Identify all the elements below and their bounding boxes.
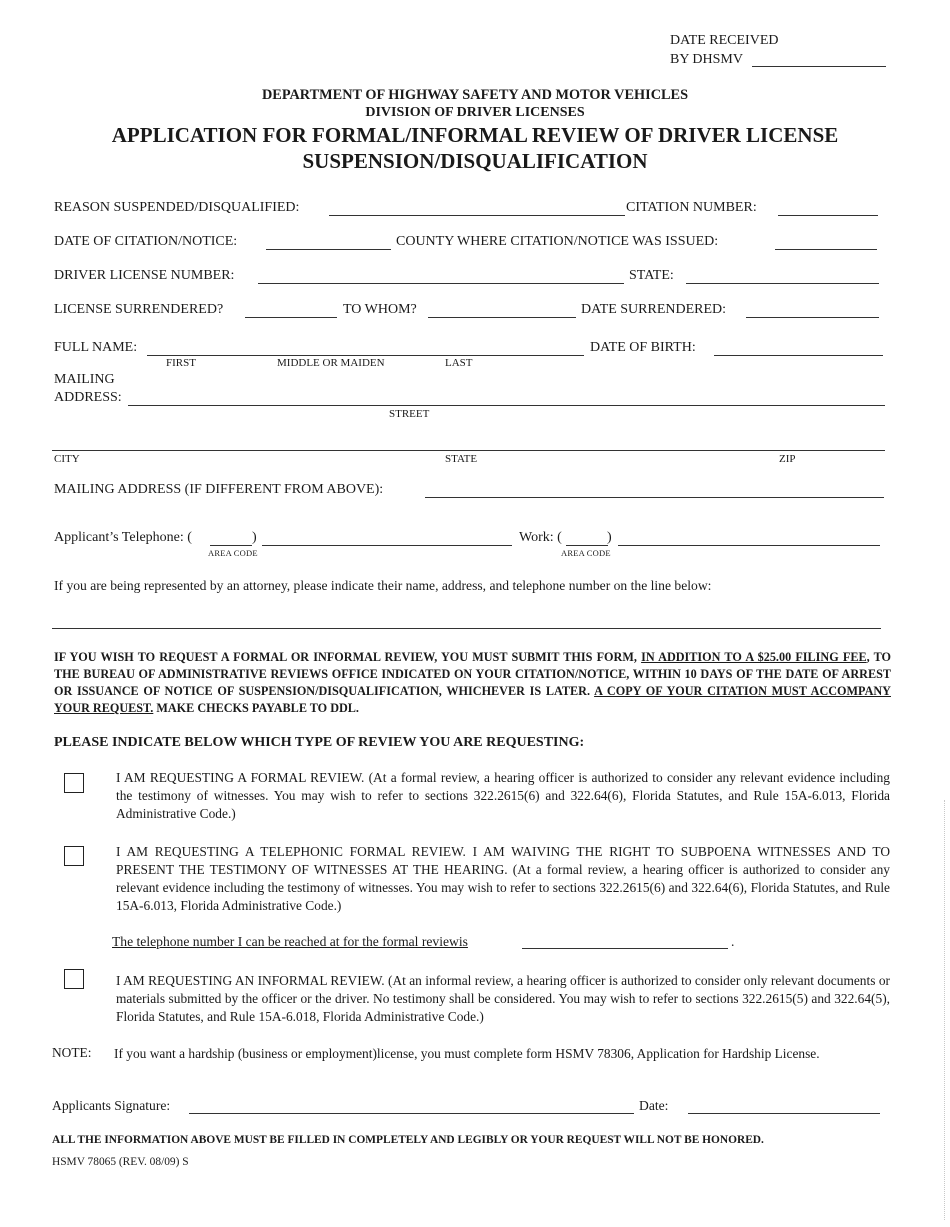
- street-caption: STREET: [389, 408, 430, 420]
- last-name-caption: LAST: [445, 357, 473, 369]
- to-whom-label: TO WHOM?: [343, 302, 417, 317]
- scan-edge: [944, 800, 945, 1220]
- notice-citation-copy: A COPY OF YOUR CITATION MUST ACCOMPANY YOUR REQUEST.: [54, 684, 891, 715]
- department-heading: DEPARTMENT OF HIGHWAY SAFETY AND MOTOR VEHICLES: [261, 87, 689, 103]
- signature-field[interactable]: [189, 1113, 634, 1114]
- attorney-instructions: If you are being represented by an attorney, please indicate their name, address, and telephone number on the line below:: [54, 578, 712, 593]
- date-received-line[interactable]: [752, 66, 886, 67]
- state-field[interactable]: [686, 283, 879, 284]
- work-area-code-caption: AREA CODE: [561, 548, 611, 558]
- city-caption: CITY: [54, 453, 80, 465]
- formal-review-text: I AM REQUESTING A FORMAL REVIEW. (At a formal review, a hearing officer is authorized to consider any relevant evidence including the testimony of witnesses. You may wish to refer to sections 322.2615(6) and 322.64(6), Florida Statutes, and Rule 15A-6.013, Florida Administrative Code.): [116, 770, 890, 821]
- attorney-field[interactable]: [52, 628, 881, 629]
- dob-field[interactable]: [714, 355, 883, 356]
- division-heading: DIVISION OF DRIVER LICENSES: [365, 105, 585, 120]
- full-name-field[interactable]: [147, 355, 584, 356]
- telephonic-review-text: I AM REQUESTING A TELEPHONIC FORMAL REVIEW. I AM WAIVING THE RIGHT TO SUBPOENA WITNESSES AND TO PRESENT THE TESTIMONY OF WITNESSES AT THE HEARING. (At a formal review, a hearing officer is authorized to consider any relevant evidence including the testimony of witnesses. You may wish to refer to sections 322.2615(6) and 322.64(6), Florida Statutes, and Rule 15A-6.013, Florida Administrative Code.): [116, 844, 890, 913]
- applicant-paren-close: ): [252, 530, 257, 545]
- county-field[interactable]: [775, 249, 877, 250]
- signature-date-label: Date:: [639, 1098, 669, 1113]
- notice-text-2: , TO THE BUREAU OF ADMINISTRATIVE REVIEWS OFFICE INDICATED ON YOUR CITATION/NOTICE, WITHIN 10 DAYS OF THE DATE OF ARREST OR ISSUANCE OF NOTICE OF SUSPENSION/DISQUALIFICATION, WHICHEVER IS LATER.: [54, 650, 892, 698]
- informal-review-checkbox[interactable]: [64, 969, 84, 989]
- applicant-area-code-caption: AREA CODE: [208, 548, 258, 558]
- address-label: ADDRESS:: [54, 390, 122, 405]
- date-surrendered-field[interactable]: [746, 317, 879, 318]
- city-state-zip-field[interactable]: [52, 450, 885, 451]
- notice-checks-payable: MAKE CHECKS PAYABLE TO DDL.: [153, 701, 359, 715]
- dl-number-label: DRIVER LICENSE NUMBER:: [54, 268, 235, 283]
- applicant-phone-field[interactable]: [262, 545, 512, 546]
- form-number: HSMV 78065 (REV. 08/09) S: [52, 1156, 189, 1168]
- notice-filing-fee: IN ADDITION TO A $25.00 FILING FEE: [641, 650, 867, 664]
- applicant-phone-label: Applicant’s Telephone: (: [54, 530, 192, 545]
- mailing-diff-label: MAILING ADDRESS (IF DIFFERENT FROM ABOVE):: [54, 482, 384, 497]
- by-dhsmv-label: BY DHSMV: [670, 52, 743, 67]
- footer-warning: ALL THE INFORMATION ABOVE MUST BE FILLED IN COMPLETELY AND LEGIBLY OR YOUR REQUEST WILL NOT BE HONORED.: [52, 1134, 764, 1146]
- first-name-caption: FIRST: [166, 357, 196, 369]
- filing-notice: [54, 649, 891, 717]
- state-label: STATE:: [629, 268, 674, 283]
- reason-field[interactable]: [329, 215, 625, 216]
- full-name-label: FULL NAME:: [54, 340, 138, 355]
- zip-caption: ZIP: [779, 453, 796, 465]
- please-indicate-heading: PLEASE INDICATE BELOW WHICH TYPE OF REVIEW YOU ARE REQUESTING:: [54, 735, 585, 750]
- middle-name-caption: MIDDLE OR MAIDEN: [277, 357, 385, 369]
- license-surrendered-label: LICENSE SURRENDERED?: [54, 302, 224, 317]
- to-whom-field[interactable]: [428, 317, 576, 318]
- county-label: COUNTY WHERE CITATION/NOTICE WAS ISSUED:: [396, 234, 719, 249]
- work-phone-field[interactable]: [618, 545, 880, 546]
- street-address-field[interactable]: [128, 405, 885, 406]
- date-of-citation-label: DATE OF CITATION/NOTICE:: [54, 234, 238, 249]
- work-area-code-field[interactable]: [566, 545, 608, 546]
- date-of-citation-field[interactable]: [266, 249, 391, 250]
- form-title-line1: APPLICATION FOR FORMAL/INFORMAL REVIEW OF DRIVER LICENSE: [111, 123, 839, 147]
- date-received-label: DATE RECEIVED: [670, 33, 779, 48]
- dl-number-field[interactable]: [258, 283, 624, 284]
- note-text: If you want a hardship (business or employment)license, you must complete form HSMV 78306, Application for Hardship License.: [114, 1046, 820, 1061]
- telephonic-review-checkbox[interactable]: [64, 846, 84, 866]
- notice-text-1: IF YOU WISH TO REQUEST A FORMAL OR INFORMAL REVIEW, YOU MUST SUBMIT THIS FORM,: [54, 650, 642, 664]
- note-label: NOTE:: [52, 1045, 92, 1060]
- signature-label: Applicants Signature:: [52, 1098, 171, 1113]
- date-surrendered-label: DATE SURRENDERED:: [581, 302, 727, 317]
- informal-review-text: I AM REQUESTING AN INFORMAL REVIEW. (At an informal review, a hearing officer is authorized to consider only relevant documents or materials submitted by the officer or the driver. No testimony shall be considered. You may wish to refer to sections 322.2615(5) and 322.64(5), Florida Statutes, and Rule 15A-6.018, Florida Administrative Code.): [116, 973, 890, 1024]
- citation-number-field[interactable]: [778, 215, 878, 216]
- dob-label: DATE OF BIRTH:: [590, 340, 696, 355]
- phone-reached-field[interactable]: [522, 948, 728, 949]
- mailing-diff-field[interactable]: [425, 497, 884, 498]
- citation-number-label: CITATION NUMBER:: [626, 200, 757, 215]
- phone-reached-label: The telephone number I can be reached at for the formal reviewis: [112, 934, 468, 949]
- phone-reached-period: .: [731, 934, 735, 949]
- license-surrendered-field[interactable]: [245, 317, 337, 318]
- formal-review-checkbox[interactable]: [64, 773, 84, 793]
- form-title-line2: SUSPENSION/DISQUALIFICATION: [302, 149, 648, 173]
- work-phone-label: Work: (: [519, 530, 562, 545]
- reason-label: REASON SUSPENDED/DISQUALIFIED:: [54, 200, 300, 215]
- signature-date-field[interactable]: [688, 1113, 880, 1114]
- work-paren-close: ): [607, 530, 612, 545]
- state-caption: STATE: [445, 453, 478, 465]
- applicant-area-code-field[interactable]: [210, 545, 252, 546]
- mailing-label: MAILING: [54, 372, 115, 387]
